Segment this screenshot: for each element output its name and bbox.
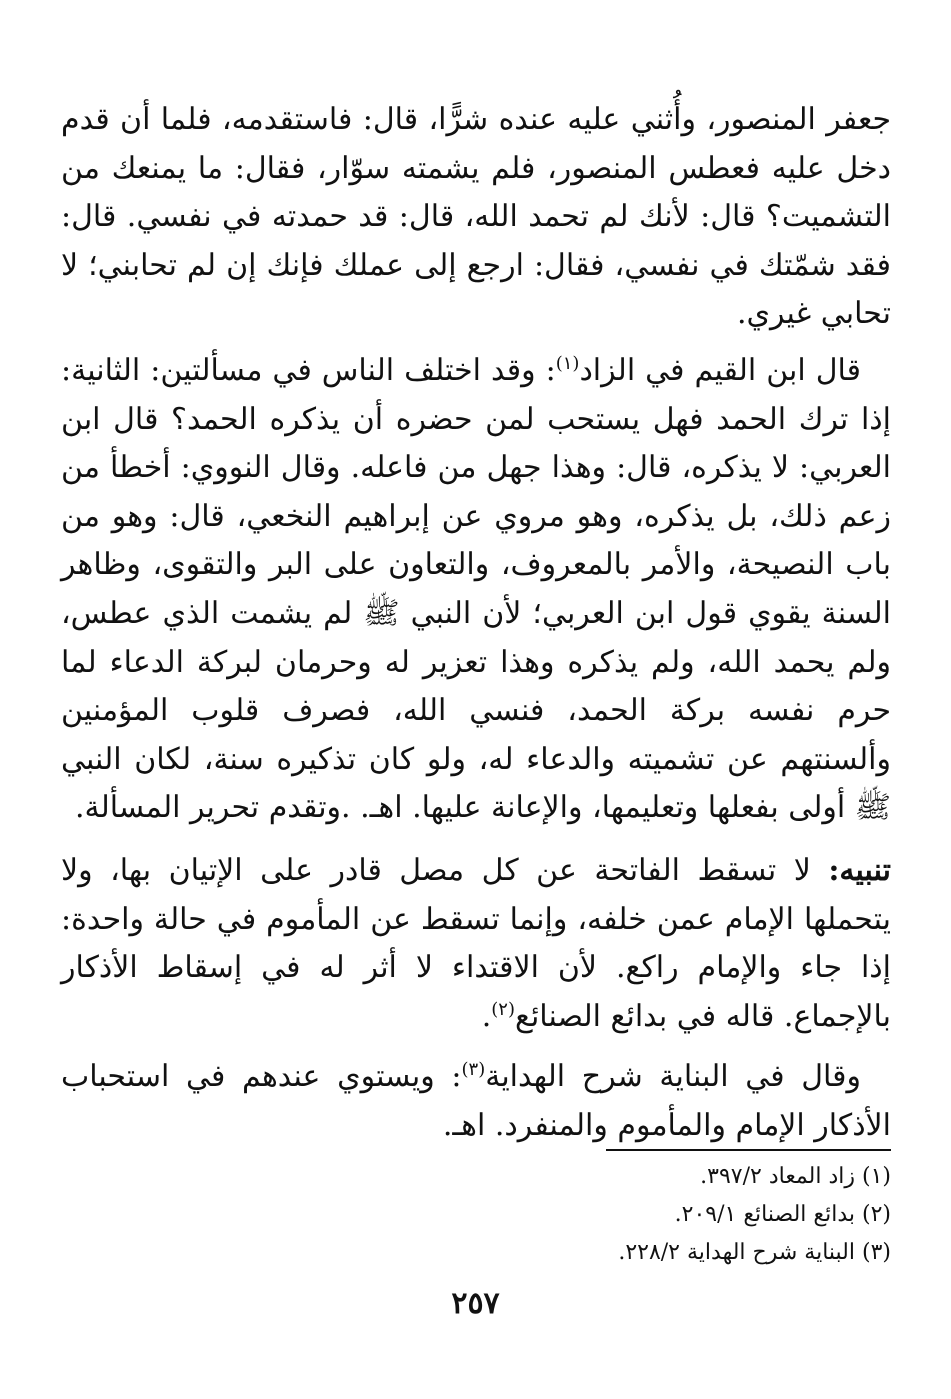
paragraph-2 bbox=[61, 347, 891, 833]
footnote-separator bbox=[606, 1149, 891, 1151]
footnote-ref-1: (١) bbox=[555, 352, 580, 374]
paragraph-3-end: . bbox=[481, 998, 492, 1034]
main-text bbox=[61, 96, 891, 1162]
footnotes bbox=[291, 1158, 891, 1272]
footnote-2: (٢) بدائع الصنائع ٢٠٩/١. bbox=[674, 1202, 891, 1227]
paragraph-2-rest: : وقد اختلف الناس في مسألتين: الثانية: إذا ترك الحمد فهل يستحب لمن حضره أن يذكره الحمد؟ قال ابن العربي: لا يذكره، قال: وهذا جهل من فاعله. وقال النووي: أخطأ من زعم ذلك، بل يذكره، وهو مروي عن إبراهيم النخعي، قال: وهو من باب النصيحة، والأمر بالمعروف، والتعاون على البر والتقوى، وظاهر السنة يقوي قول ابن العربي؛ لأن النبي ﷺ لم يشمت الذي عطس، ولم يحمد الله، ولم يذكره وهذا تعزير له وحرمان لبركة الدعاء لما حرم نفسه بركة الحمد، فنسي الله، فصرف قلوب المؤمنين وألسنتهم عن تشميته والدعاء له، ولو كان تذكيره سنة، لكان النبي ﷺ أولى بفعلها وتعليمها، والإعانة عليها. اهـ. .وتقدم تحرير المسألة. bbox=[61, 352, 891, 826]
paragraph-3-body: لا تسقط الفاتحة عن كل مصل قادر على الإتيان بها، ولا يتحملها الإمام عمن خلفه، وإنما تسقط عن المأموم في حالة واحدة: إذا جاء والإمام راكع. لأن الاقتداء لا أثر له في إسقاط الأذكار بالإجماع. قاله في بدائع الصنائع bbox=[61, 852, 891, 1034]
paragraph-1: جعفر المنصور، وأُثني عليه عنده شرًّا، قال: فاستقدمه، فلما أن قدم دخل عليه فعطس المنصور، فلم يشمته سوّار، فقال: ما يمنعك من التشميت؟ قال: لأنك لم تحمد الله، قال: قد حمدته في نفسي. قال: فقد شمّتك في نفسي، فقال: ارجع إلى عملك فإنك إن لم تحابني؛ لا تحابي غيري. bbox=[61, 102, 891, 332]
paragraph-4 bbox=[61, 1053, 891, 1150]
footnote-3: (٣) البناية شرح الهداية ٢٢٨/٢. bbox=[618, 1240, 891, 1265]
footnote-ref-2: (٢) bbox=[491, 998, 515, 1020]
page-number: ٢٥٧ bbox=[451, 1286, 500, 1321]
paragraph-4-rest: : ويستوي عندهم في استحباب الأذكار الإمام والمأموم والمنفرد. اهـ. bbox=[61, 1059, 891, 1143]
paragraph-3 bbox=[61, 847, 891, 1041]
footnote-1: (١) زاد المعاد ٣٩٧/٢. bbox=[700, 1164, 891, 1189]
footnote-ref-3: (٣) bbox=[461, 1059, 486, 1081]
paragraph-4-start: وقال في البناية شرح الهداية bbox=[485, 1059, 861, 1095]
paragraph-2-start: قال ابن القيم في الزاد bbox=[579, 352, 861, 388]
note-label: تنبيه: bbox=[828, 852, 891, 888]
